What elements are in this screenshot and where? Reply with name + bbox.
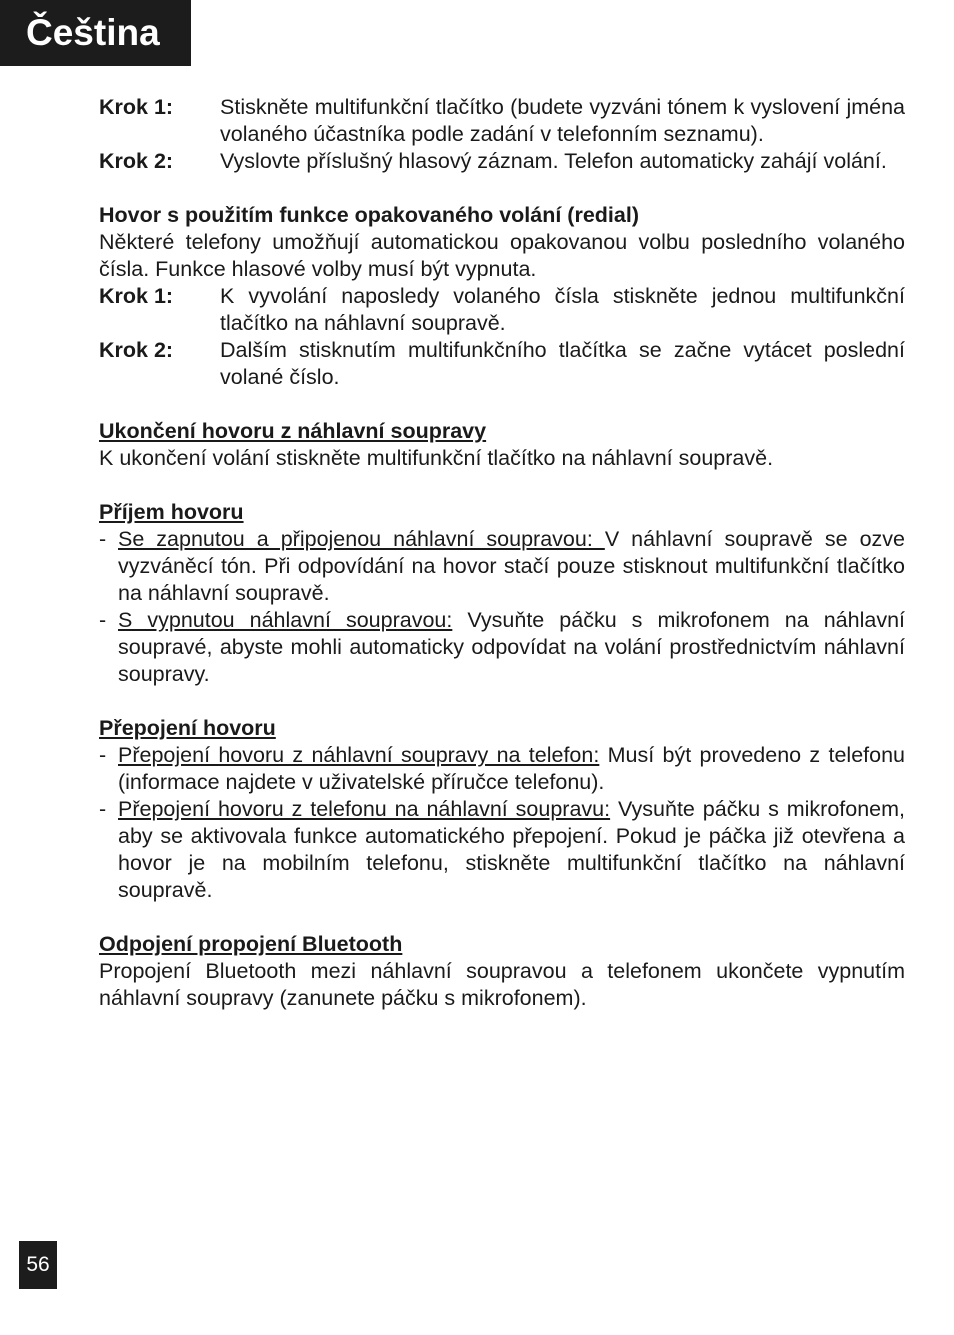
step-label: Krok 1: [99, 284, 174, 308]
spacer [99, 472, 905, 499]
language-tab: Čeština [0, 0, 191, 66]
step-text: Dalším stisknutím multifunkčního tlačítka se začne vytácet poslední volané číslo. [220, 338, 905, 389]
bullet-text: V náhlavní soupravě se ozve vyzváněcí tón. Při odpovídání na hovor stačí pouze stisknout multifunkční tlačítko na náhlavní soupravě. [118, 527, 906, 605]
bullet-text: Musí být provedeno z telefonu (informace najdete v uživatelské příručce telefonu). [118, 743, 905, 794]
bullet-dash: - [99, 527, 107, 551]
bullet-text: Vysuňte páčku s mikrofonem, aby se aktivovala funkce automatického přepojení. Pokud je páčka již otevřena a hovor je na mobilním telefonu, stiskněte multifunkční tlačítko na náhlavní soupravě. [118, 797, 906, 902]
bullet-lead: Přepojení hovoru z telefonu na náhlavní soupravu: [118, 797, 611, 821]
page-content [99, 94, 905, 1012]
bullet-dash: - [99, 608, 107, 632]
section-text-redial: Některé telefony umožňují automatickou opakovanou volbu posledního volaného čísla. Funkce hlasové volby musí být vypnuta. [99, 230, 905, 281]
spacer [99, 391, 905, 418]
bullet-lead: Přepojení hovoru z náhlavní soupravy na telefon: [118, 743, 600, 767]
step-row [99, 94, 905, 148]
bullet-text: Vysuňte páčku s mikrofonem na náhlavní soupravé, abyste mohli automaticky odpovídat na volání prostřednictvím náhlavní soupravy. [118, 608, 906, 686]
section-heading-end-call: Ukončení hovoru z náhlavní soupravy [99, 419, 487, 443]
spacer [99, 175, 905, 202]
section-text-disconnect: Propojení Bluetooth mezi náhlavní soupravou a telefonem ukončete vypnutím náhlavní soupravy (zanunete páčku s mikrofonem). [99, 959, 905, 1010]
spacer [99, 904, 905, 931]
list-item [99, 607, 905, 688]
section-heading-receive-call: Příjem hovoru [99, 500, 244, 524]
step-label: Krok 2: [99, 149, 174, 173]
section-heading-redial: Hovor s použitím funkce opakovaného volání (redial) [99, 203, 639, 227]
bullet-lead: S vypnutou náhlavní soupravou: [118, 608, 453, 632]
spacer [99, 688, 905, 715]
bullet-dash: - [99, 743, 107, 767]
step-row [99, 337, 905, 391]
page-number: 56 [19, 1241, 57, 1289]
section-heading-disconnect: Odpojení propojení Bluetooth [99, 932, 403, 956]
section-heading-transfer-call: Přepojení hovoru [99, 716, 276, 740]
step-text: K vyvolání naposledy volaného čísla stiskněte jednou multifunkční tlačítko na náhlavní soupravě. [220, 284, 905, 335]
step-text: Vyslovte příslušný hlasový záznam. Telefon automaticky zahájí volání. [220, 149, 887, 173]
bullet-dash: - [99, 797, 107, 821]
step-text: Stiskněte multifunkční tlačítko (budete vyzváni tónem k vyslovení jména volaného účastníka podle zadání v telefonním seznamu). [220, 95, 905, 146]
step-row [99, 148, 905, 175]
section-text-end-call: K ukončení volání stiskněte multifunkční tlačítko na náhlavní soupravě. [99, 446, 774, 470]
list-item [99, 796, 905, 904]
step-label: Krok 1: [99, 95, 174, 119]
step-row [99, 283, 905, 337]
list-item [99, 742, 905, 796]
step-label: Krok 2: [99, 338, 174, 362]
bullet-lead: Se zapnutou a připojenou náhlavní soupravou: [118, 527, 605, 551]
list-item [99, 526, 905, 607]
